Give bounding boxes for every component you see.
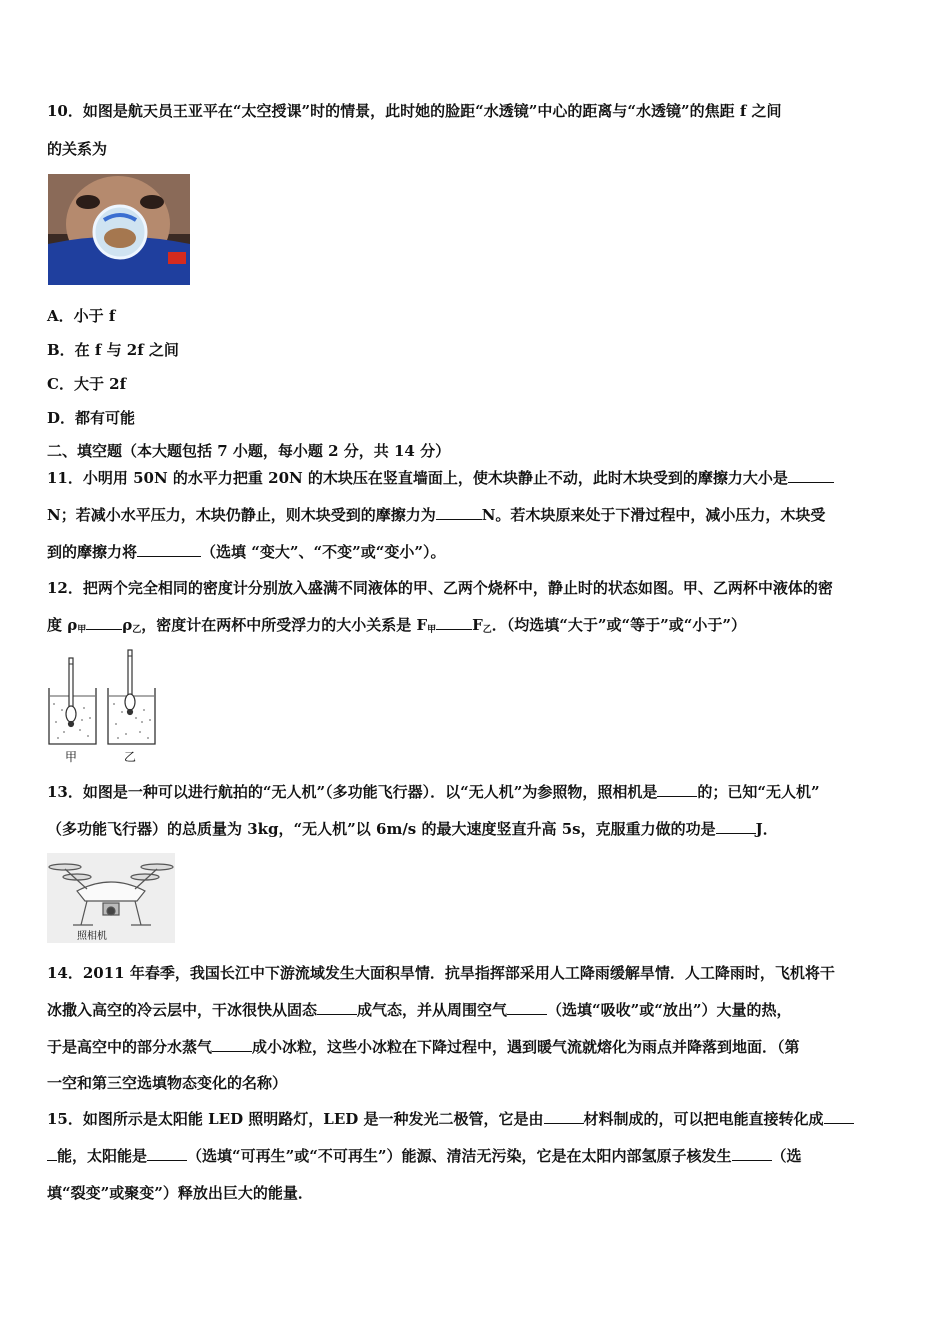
q12-l2-e: ．（均选填“大于”或“等于”或“小于”） xyxy=(491,616,747,634)
q14-line3b: 成小冰粒，这些小冰粒在下降过程中，遇到暖气流就熔化为雨点并降落到地面．（第 xyxy=(252,1038,800,1056)
q12-l2-b: ρ xyxy=(122,616,133,634)
q12-blank-1 xyxy=(86,614,122,630)
hydrometer-beakers-figure xyxy=(44,648,164,766)
q15-line2b: （选填“可再生”或“不可再生”）能源、清洁无污染，它是在太阳内部氢原子核发生 xyxy=(187,1147,732,1165)
q13-line1b: 的；已知“无人机” xyxy=(697,783,820,801)
q13-line2b: J． xyxy=(755,820,778,838)
q15-line1b: 材料制成的，可以把电能直接转化成 xyxy=(583,1110,824,1128)
q12-blank-2 xyxy=(436,614,472,630)
q12-line2 xyxy=(47,614,909,641)
q11-line2a: N；若减小水平压力，木块仍静止，则木块受到的摩擦力为 xyxy=(47,506,436,524)
q14-line3a: 于是高空中的部分水蒸气 xyxy=(47,1038,213,1056)
q13-blank-1 xyxy=(657,781,697,797)
q15-blank-4 xyxy=(732,1145,772,1161)
q15-blank-2 xyxy=(824,1108,854,1124)
q15-line1a: 15．如图所示是太阳能 LED 照明路灯，LED 是一种发光二极管，它是由 xyxy=(47,1110,544,1128)
drone-camera-caption: 照相机 xyxy=(77,931,107,942)
q11-blank-3 xyxy=(137,541,201,557)
q14-blank-3 xyxy=(212,1036,252,1052)
q10-option-a: A．小于 f xyxy=(47,307,116,325)
q15-line2a: 能，太阳能是 xyxy=(57,1147,148,1165)
q14-line3 xyxy=(47,1036,909,1058)
q11-line3a: 到的摩擦力将 xyxy=(47,543,138,561)
q10-option-d: D．都有可能 xyxy=(47,409,136,427)
q12-l2-sub1: 甲 xyxy=(77,625,87,635)
q14-line4: 一空和第三空选填物态变化的名称） xyxy=(47,1074,288,1092)
q14-line2a: 冰撒入高空的冷云层中，干冰很快从固态 xyxy=(47,1001,318,1019)
q10-text-line2: 的关系为 xyxy=(47,140,108,158)
q14-blank-1 xyxy=(317,999,357,1015)
q15-blank-1 xyxy=(544,1108,584,1124)
q11-line2 xyxy=(47,504,909,526)
q13-line2a: （多功能飞行器）的总质量为 3kg，“无人机”以 6m/s 的最大速度竖直升高 5s，克服重力做的功是 xyxy=(47,820,716,838)
q10-text-line1: 10．如图是航天员王亚平在“太空授课”时的情景，此时她的脸距“水透镜”中心的距离与“水透镜”的焦距 f 之间 xyxy=(47,102,782,120)
drone-photo xyxy=(47,853,175,943)
q14-line2c: （选填“吸收”或“放出”）大量的热， xyxy=(547,1001,792,1019)
beaker-label-jia: 甲 xyxy=(65,750,78,764)
q10-option-b: B．在 f 与 2f 之间 xyxy=(47,341,179,359)
q14-line2b: 成气态，并从周围空气 xyxy=(357,1001,508,1019)
q15-blank-2-cont xyxy=(47,1145,57,1161)
q11-blank-2 xyxy=(436,504,482,520)
q13-blank-2 xyxy=(716,818,756,834)
beaker-label-yi: 乙 xyxy=(124,750,137,764)
astronaut-water-lens-photo xyxy=(48,174,190,285)
q12-l2-a: 度 ρ xyxy=(47,616,78,634)
q12-line1: 12．把两个完全相同的密度计分别放入盛满不同液体的甲、乙两个烧杯中，静止时的状态如图。甲、乙两杯中液体的密 xyxy=(47,579,833,597)
q11-line3b: （选填 “变大”、“不变”或“变小”）。 xyxy=(201,543,446,561)
q11-line1-text: 11．小明用 50N 的水平力把重 20N 的木块压在竖直墙面上，使木块静止不动，此时木块受到的摩擦力大小是 xyxy=(47,469,788,487)
q15-blank-3 xyxy=(147,1145,187,1161)
q12-l2-c: ，密度计在两杯中所受浮力的大小关系是 F xyxy=(141,616,428,634)
q12-l2-sub4: 乙 xyxy=(482,625,492,635)
q14-line1: 14．2011 年春季，我国长江中下游流域发生大面积旱情．抗旱指挥部采用人工降雨缓解旱情．人工降雨时，飞机将干 xyxy=(47,964,835,982)
q10-option-c: C．大于 2f xyxy=(47,375,127,393)
q11-line3 xyxy=(47,541,909,563)
q13-line1a: 13．如图是一种可以进行航拍的“无人机”（多功能飞行器）．以“无人机”为参照物，照相机是 xyxy=(47,783,658,801)
q14-line2 xyxy=(47,999,909,1021)
q15-line1 xyxy=(47,1108,909,1130)
q15-line3: 填“裂变”或聚变”）释放出巨大的能量． xyxy=(47,1184,313,1202)
q15-line2 xyxy=(47,1145,909,1167)
q12-l2-sub2: 乙 xyxy=(132,625,142,635)
q13-line1 xyxy=(47,781,909,803)
q11-line2b: N。若木块原来处于下滑过程中，减小压力，木块受 xyxy=(481,506,826,524)
section2-heading: 二、填空题（本大题包括 7 小题，每小题 2 分，共 14 分） xyxy=(47,442,451,460)
q12-l2-sub3: 甲 xyxy=(427,625,437,635)
q14-blank-2 xyxy=(507,999,547,1015)
q11-line1 xyxy=(47,467,909,489)
q11-blank-1 xyxy=(788,467,834,483)
q12-l2-d: F xyxy=(472,616,483,634)
q13-line2 xyxy=(47,818,909,840)
q15-line2c: （选 xyxy=(771,1147,802,1165)
